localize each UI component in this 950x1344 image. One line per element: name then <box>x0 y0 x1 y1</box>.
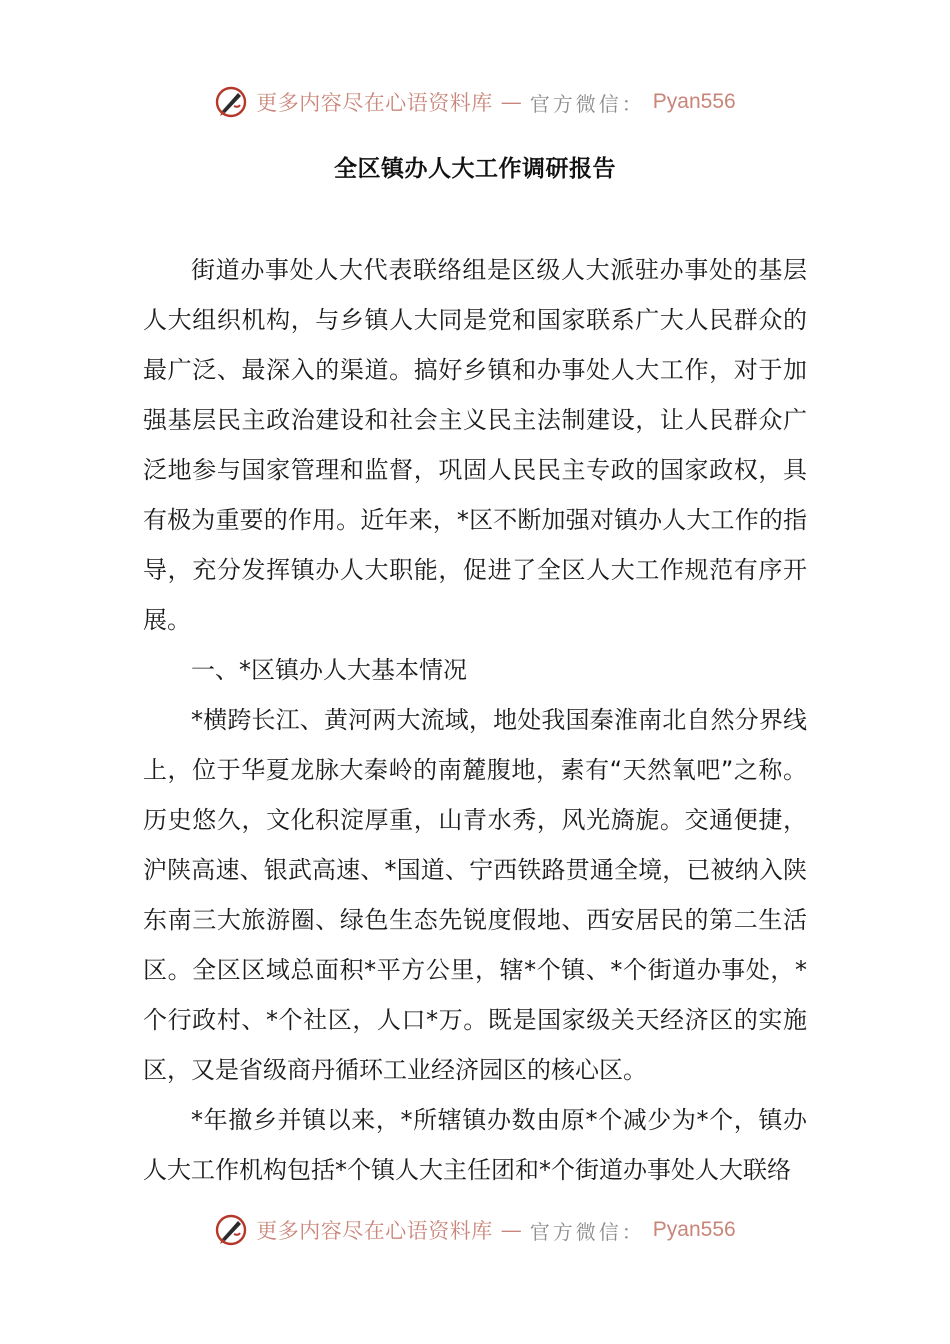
banner-slogan: 更多内容尽在心语资料库 <box>256 91 493 115</box>
document-body <box>143 245 807 1195</box>
banner-wechat-label: 官方微信： <box>529 1219 645 1244</box>
banner-wechat-id: Pyan556 <box>652 90 736 113</box>
body-paragraph: *横跨长江、黄河两大流域，地处我国秦淮南北自然分界线上，位于华夏龙脉大秦岭的南麓腹地，素有“天然氧吧”之称。历史悠久，文化积淀厚重，山青水秀，风光旖旎。交通便捷，沪陕高速、银武高速、*国道、宁西铁路贯通全境，已被纳入陕东南三大旅游圈、绿色生态先锐度假地、西安居民的第二生活区。全区区域总面积*平方公里，辖*个镇、*个街道办事处，*个行政村、*个社区，人口*万。既是国家级关天经济区的实施区，又是省级商丹循环工业经济园区的核心区。 <box>143 706 807 1084</box>
banner-wechat-label: 官方微信： <box>529 91 645 116</box>
footer-banner <box>0 1210 950 1250</box>
banner-separator: — <box>500 90 522 114</box>
pen-seal-logo-icon <box>214 85 248 119</box>
document-title: 全区镇办人大工作调研报告 <box>334 156 616 182</box>
body-paragraph: 街道办事处人大代表联络组是区级人大派驻办事处的基层人大组织机构，与乡镇人大同是党和国家联系广大人民群众的最广泛、最深入的渠道。搞好乡镇和办事处人大工作，对于加强基层民主政治建设和社会主义民主法制建设，让人民群众广泛地参与国家管理和监督，巩固人民民主专政的国家政权，具有极为重要的作用。近年来，*区不断加强对镇办人大工作的指导，充分发挥镇办人大职能，促进了全区人大工作规范有序开展。 <box>143 256 807 634</box>
header-banner <box>0 82 950 122</box>
body-paragraph: *年撤乡并镇以来，*所辖镇办数由原*个减少为*个，镇办人大工作机构包括*个镇人大主任团和*个街道办事处人大联络 <box>143 1106 807 1184</box>
section-heading: 一、*区镇办人大基本情况 <box>191 656 467 684</box>
pen-seal-logo-icon <box>214 1213 248 1247</box>
banner-separator: — <box>500 1218 522 1242</box>
banner-slogan: 更多内容尽在心语资料库 <box>256 1219 493 1243</box>
banner-wechat-id: Pyan556 <box>652 1218 736 1241</box>
